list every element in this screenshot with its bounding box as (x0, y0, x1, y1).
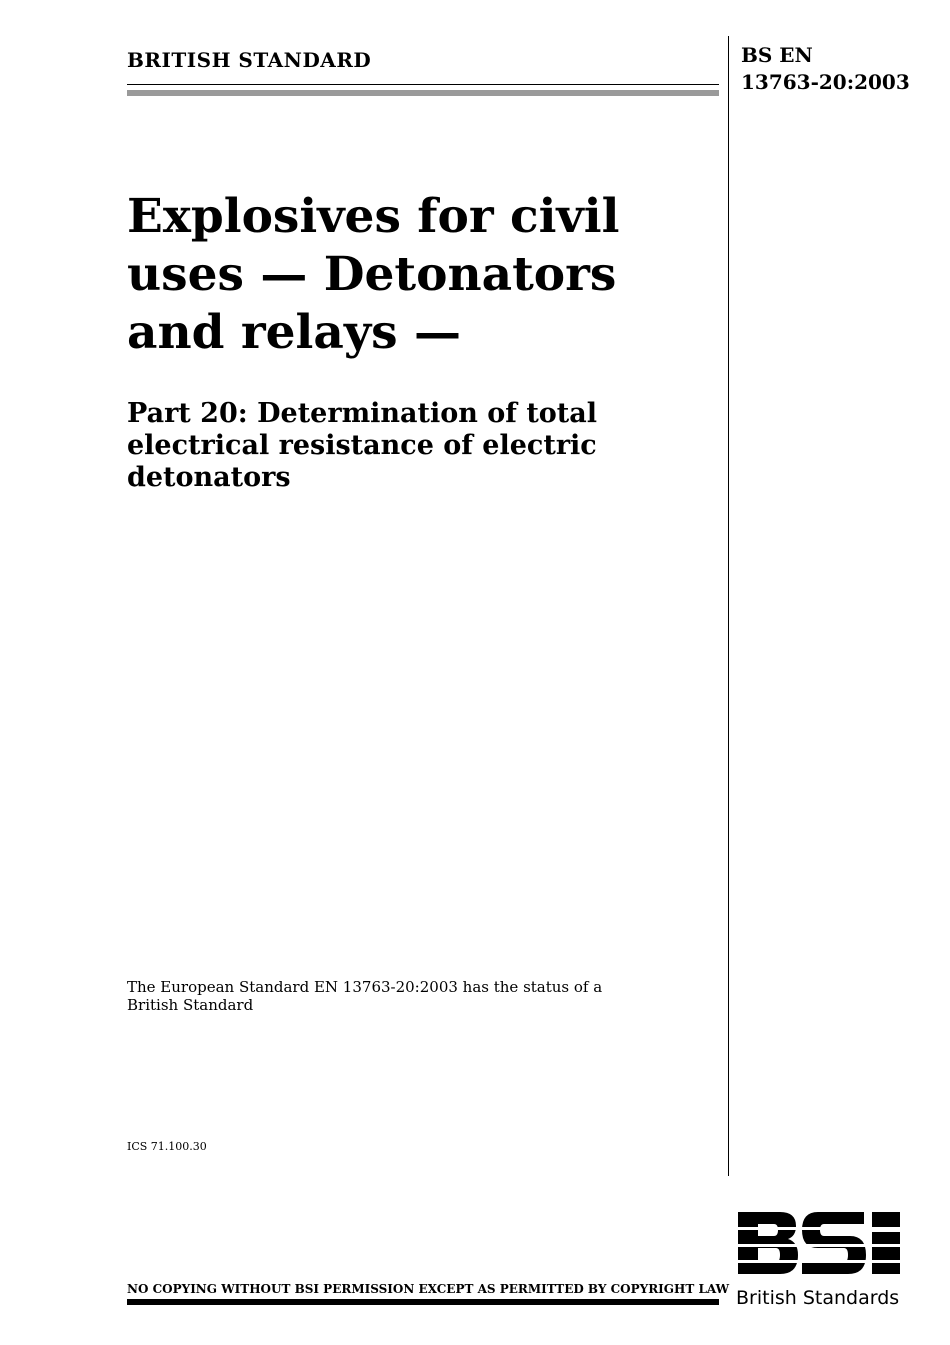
footer-rule (127, 1299, 719, 1305)
column-divider (728, 36, 729, 1176)
main-title-line-2: uses — Detonators (127, 247, 617, 302)
standard-number-line-2: 13763-20:2003 (741, 70, 910, 94)
main-title (127, 188, 717, 362)
bsi-logo-mark (736, 1208, 904, 1280)
bsi-brand-name: British Standards (736, 1287, 900, 1309)
part-title (127, 398, 717, 494)
status-note: The European Standard EN 13763-20:2003 has the status of a British Standard (127, 978, 603, 1014)
main-title-line-3: and relays — (127, 305, 461, 360)
copyright-notice: NO COPYING WITHOUT BSI PERMISSION EXCEPT AS PERMITTED BY COPYRIGHT LAW (127, 1282, 730, 1296)
header-rule-thin (127, 84, 719, 85)
main-title-line-1: Explosives for civil (127, 189, 620, 244)
part-title-line-3: detonators (127, 462, 291, 493)
header-rule-thick (127, 90, 719, 96)
part-title-line-2: electrical resistance of electric (127, 430, 597, 461)
ics-code: ICS 71.100.30 (127, 1140, 207, 1153)
document-type-label: BRITISH STANDARD (127, 48, 372, 72)
standard-number (741, 42, 910, 96)
part-title-line-1: Part 20: Determination of total (127, 398, 598, 429)
standard-number-line-1: BS EN (741, 43, 813, 67)
